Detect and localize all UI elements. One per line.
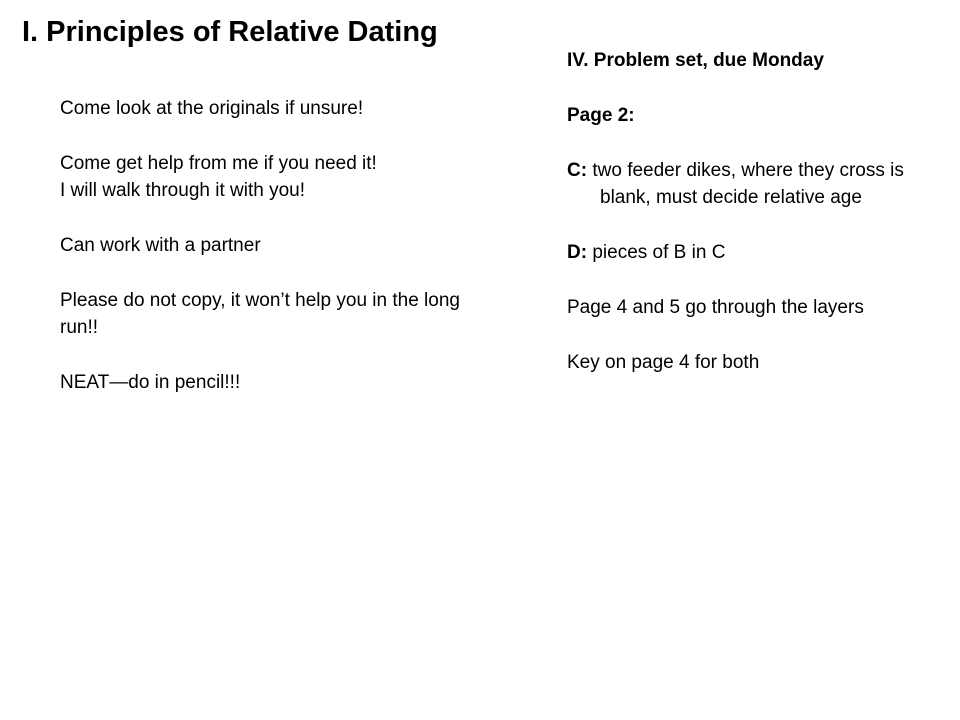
key-note: Key on page 4 for both <box>567 352 760 373</box>
left-column <box>60 95 460 396</box>
item-d-text: pieces of B in C <box>592 242 726 263</box>
item-c <box>567 157 947 211</box>
slide-title: I. Principles of Relative Dating <box>22 16 438 48</box>
item-d-label: D: <box>567 242 588 263</box>
item-c-label: C: <box>567 160 588 181</box>
walk-through-note: I will walk through it with you! <box>60 180 305 201</box>
pages-4-5-note: Page 4 and 5 go through the layers <box>567 297 864 318</box>
item-c-text: two feeder dikes, where they cross is blank, must decide relative age <box>592 160 904 208</box>
problem-set-heading: IV. Problem set, due Monday <box>567 50 824 71</box>
no-copy-note: Please do not copy, it won’t help you in the long run!! <box>60 290 460 338</box>
neat-note: NEAT—do in pencil!!! <box>60 372 241 393</box>
partner-note: Can work with a partner <box>60 235 261 256</box>
right-column <box>567 47 947 376</box>
page-2-label: Page 2: <box>567 105 635 126</box>
item-d <box>567 239 947 266</box>
originals-note: Come look at the originals if unsure! <box>60 98 364 119</box>
help-note: Come get help from me if you need it! <box>60 153 377 174</box>
